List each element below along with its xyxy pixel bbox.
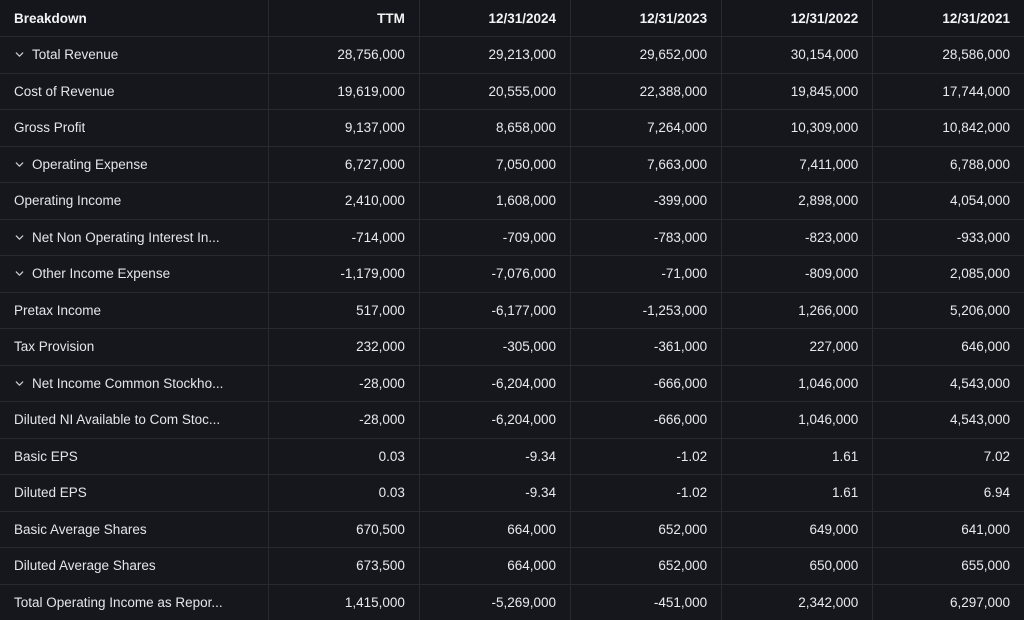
table-cell: 1.61 xyxy=(722,438,873,475)
column-header-period-2[interactable]: 12/31/2023 xyxy=(571,0,722,37)
table-cell: -823,000 xyxy=(722,219,873,256)
table-cell: -5,269,000 xyxy=(419,584,570,620)
row-label: Total Operating Income as Repor... xyxy=(14,594,223,610)
row-label-cell xyxy=(0,475,268,512)
row-label: Cost of Revenue xyxy=(14,83,115,99)
table-cell: -9.34 xyxy=(419,438,570,475)
table-cell: 673,500 xyxy=(268,548,419,585)
table-row xyxy=(0,438,1024,475)
table-cell: 649,000 xyxy=(722,511,873,548)
row-label: Other Income Expense xyxy=(32,266,171,282)
row-label-cell xyxy=(0,183,268,220)
table-cell: 4,543,000 xyxy=(873,402,1024,439)
table-cell: 6.94 xyxy=(873,475,1024,512)
table-cell: 652,000 xyxy=(571,511,722,548)
table-row xyxy=(0,37,1024,74)
row-label-cell xyxy=(0,73,268,110)
table-row xyxy=(0,548,1024,585)
table-cell: 664,000 xyxy=(419,548,570,585)
row-label-cell xyxy=(0,438,268,475)
row-label-cell xyxy=(0,110,268,147)
table-cell: 227,000 xyxy=(722,329,873,366)
table-row xyxy=(0,511,1024,548)
table-cell: 10,309,000 xyxy=(722,110,873,147)
table-cell: 28,756,000 xyxy=(268,37,419,74)
table-cell: 655,000 xyxy=(873,548,1024,585)
table-cell: 30,154,000 xyxy=(722,37,873,74)
table-body xyxy=(0,37,1024,620)
table-cell: 28,586,000 xyxy=(873,37,1024,74)
row-label: Operating Income xyxy=(14,193,122,209)
table-cell: 9,137,000 xyxy=(268,110,419,147)
table-cell: -399,000 xyxy=(571,183,722,220)
table-cell: 652,000 xyxy=(571,548,722,585)
table-header xyxy=(0,0,1024,37)
row-label: Total Revenue xyxy=(32,47,119,63)
table-cell: 29,213,000 xyxy=(419,37,570,74)
table-cell: -666,000 xyxy=(571,365,722,402)
table-cell: -1.02 xyxy=(571,475,722,512)
table-cell: 1,046,000 xyxy=(722,402,873,439)
table-cell: -1.02 xyxy=(571,438,722,475)
table-cell: 1.61 xyxy=(722,475,873,512)
row-label: Tax Provision xyxy=(14,339,95,355)
table-cell: 232,000 xyxy=(268,329,419,366)
table-cell: 22,388,000 xyxy=(571,73,722,110)
table-row xyxy=(0,329,1024,366)
table-cell: -71,000 xyxy=(571,256,722,293)
column-header-period-1[interactable]: 12/31/2024 xyxy=(419,0,570,37)
row-label-cell xyxy=(0,511,268,548)
row-label: Diluted Average Shares xyxy=(14,558,156,574)
column-header-ttm[interactable]: TTM xyxy=(268,0,419,37)
table-cell: 1,046,000 xyxy=(722,365,873,402)
table-row xyxy=(0,183,1024,220)
table-cell: 1,415,000 xyxy=(268,584,419,620)
row-label-cell xyxy=(0,548,268,585)
table-cell: -9.34 xyxy=(419,475,570,512)
table-cell: -783,000 xyxy=(571,219,722,256)
table-cell: 8,658,000 xyxy=(419,110,570,147)
table-cell: 641,000 xyxy=(873,511,1024,548)
table-cell: 6,727,000 xyxy=(268,146,419,183)
table-cell: 4,054,000 xyxy=(873,183,1024,220)
table-cell: 19,619,000 xyxy=(268,73,419,110)
chevron-down-icon[interactable] xyxy=(14,49,25,60)
row-label: Diluted EPS xyxy=(14,485,87,501)
table-row xyxy=(0,292,1024,329)
chevron-down-icon[interactable] xyxy=(14,232,25,243)
row-label-cell[interactable] xyxy=(0,365,268,402)
chevron-down-icon[interactable] xyxy=(14,378,25,389)
table-cell: 1,608,000 xyxy=(419,183,570,220)
table-cell: 650,000 xyxy=(722,548,873,585)
row-label-cell[interactable] xyxy=(0,219,268,256)
column-header-breakdown[interactable]: Breakdown xyxy=(0,0,268,37)
table-cell: -809,000 xyxy=(722,256,873,293)
table-cell: 2,342,000 xyxy=(722,584,873,620)
row-label: Operating Expense xyxy=(32,156,148,172)
table-cell: -1,253,000 xyxy=(571,292,722,329)
chevron-down-icon[interactable] xyxy=(14,268,25,279)
table-cell: 670,500 xyxy=(268,511,419,548)
table-cell: -7,076,000 xyxy=(419,256,570,293)
table-cell: -6,204,000 xyxy=(419,365,570,402)
table-cell: -933,000 xyxy=(873,219,1024,256)
column-header-period-3[interactable]: 12/31/2022 xyxy=(722,0,873,37)
table-cell: 5,206,000 xyxy=(873,292,1024,329)
table-row xyxy=(0,256,1024,293)
table-cell: -6,177,000 xyxy=(419,292,570,329)
table-cell: 7.02 xyxy=(873,438,1024,475)
table-cell: 2,085,000 xyxy=(873,256,1024,293)
table-row xyxy=(0,110,1024,147)
row-label: Gross Profit xyxy=(14,120,86,136)
row-label-cell[interactable] xyxy=(0,37,268,74)
table-cell: 517,000 xyxy=(268,292,419,329)
table-cell: 7,663,000 xyxy=(571,146,722,183)
row-label-cell xyxy=(0,292,268,329)
table-cell: -28,000 xyxy=(268,365,419,402)
table-cell: -709,000 xyxy=(419,219,570,256)
table-cell: 2,898,000 xyxy=(722,183,873,220)
table-cell: -1,179,000 xyxy=(268,256,419,293)
row-label-cell xyxy=(0,402,268,439)
table-cell: 29,652,000 xyxy=(571,37,722,74)
table-cell: 7,411,000 xyxy=(722,146,873,183)
table-cell: -666,000 xyxy=(571,402,722,439)
table-row xyxy=(0,146,1024,183)
table-cell: 6,788,000 xyxy=(873,146,1024,183)
table-row xyxy=(0,73,1024,110)
row-label: Net Non Operating Interest In... xyxy=(32,229,220,245)
table-cell: 0.03 xyxy=(268,475,419,512)
table-cell: 10,842,000 xyxy=(873,110,1024,147)
table-cell: 17,744,000 xyxy=(873,73,1024,110)
row-label: Basic EPS xyxy=(14,448,78,464)
table-row xyxy=(0,584,1024,620)
row-label: Net Income Common Stockho... xyxy=(32,375,224,391)
row-label-cell xyxy=(0,584,268,620)
table-cell: 7,264,000 xyxy=(571,110,722,147)
column-header-period-4[interactable]: 12/31/2021 xyxy=(873,0,1024,37)
table-row xyxy=(0,475,1024,512)
table-cell: 20,555,000 xyxy=(419,73,570,110)
table-cell: -361,000 xyxy=(571,329,722,366)
table-cell: 4,543,000 xyxy=(873,365,1024,402)
row-label: Diluted NI Available to Com Stoc... xyxy=(14,412,221,428)
row-label-cell[interactable] xyxy=(0,256,268,293)
table-cell: -451,000 xyxy=(571,584,722,620)
row-label: Pretax Income xyxy=(14,302,102,318)
row-label: Basic Average Shares xyxy=(14,521,147,537)
row-label-cell xyxy=(0,329,268,366)
table-header-row xyxy=(0,0,1024,37)
table-row xyxy=(0,219,1024,256)
table-cell: -6,204,000 xyxy=(419,402,570,439)
table-row xyxy=(0,365,1024,402)
table-cell: -28,000 xyxy=(268,402,419,439)
chevron-down-icon[interactable] xyxy=(14,159,25,170)
table-cell: 664,000 xyxy=(419,511,570,548)
table-cell: 2,410,000 xyxy=(268,183,419,220)
row-label-cell[interactable] xyxy=(0,146,268,183)
table-cell: 19,845,000 xyxy=(722,73,873,110)
table-cell: -305,000 xyxy=(419,329,570,366)
table-cell: -714,000 xyxy=(268,219,419,256)
table-row xyxy=(0,402,1024,439)
table-cell: 0.03 xyxy=(268,438,419,475)
table-cell: 646,000 xyxy=(873,329,1024,366)
table-cell: 7,050,000 xyxy=(419,146,570,183)
table-cell: 6,297,000 xyxy=(873,584,1024,620)
table-cell: 1,266,000 xyxy=(722,292,873,329)
